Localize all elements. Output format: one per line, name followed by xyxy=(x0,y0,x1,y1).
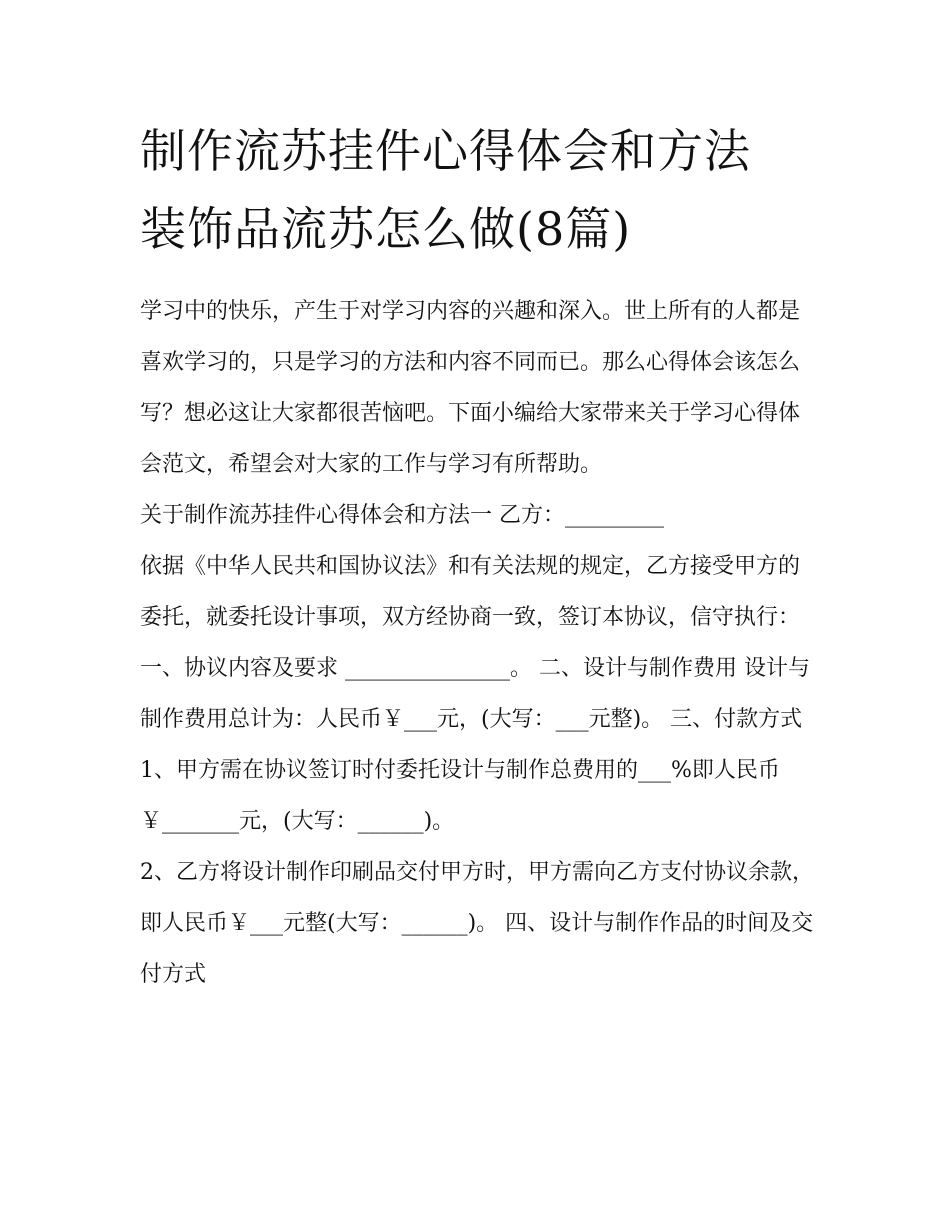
section-heading-paragraph: 关于制作流苏挂件心得体会和方法一 乙方：_________ xyxy=(140,503,664,528)
document-page xyxy=(140,112,820,1000)
payment-clause-1: 1、甲方需在协议签订时付委托设计与制作总费用的___%即人民币￥_______元，(大写：______)。 xyxy=(140,758,780,834)
intro-paragraph: 学习中的快乐，产生于对学习内容的兴趣和深入。世上所有的人都是喜欢学习的，只是学习的方法和内容不同而已。那么心得体会该怎么写？想必这让大家都很苦恼吧。下面小编给大家带来关于学习心得体会范文，希望会对大家的工作与学习有所帮助。 xyxy=(140,299,801,477)
title-line-2: 装饰品流苏怎么做(8篇) xyxy=(140,202,632,256)
agreement-paragraph: 依据《中华人民共和国协议法》和有关法规的规定，乙方接受甲方的委托，就委托设计事项，双方经协商一致，签订本协议，信守执行： 一、协议内容及要求 _______________。 二、设计与制作费用 设计与制作费用总计为：人民币￥___元，(大写：___元整)。 三、付款方式 xyxy=(140,554,810,732)
payment-clause-2: 2、乙方将设计制作印刷品交付甲方时，甲方需向乙方支付协议余款，即人民币￥___元整(大写：______)。 四、设计与制作作品的时间及交付方式 xyxy=(140,860,814,987)
document-title xyxy=(140,112,820,268)
title-line-1: 制作流苏挂件心得体会和方法 xyxy=(140,124,751,178)
